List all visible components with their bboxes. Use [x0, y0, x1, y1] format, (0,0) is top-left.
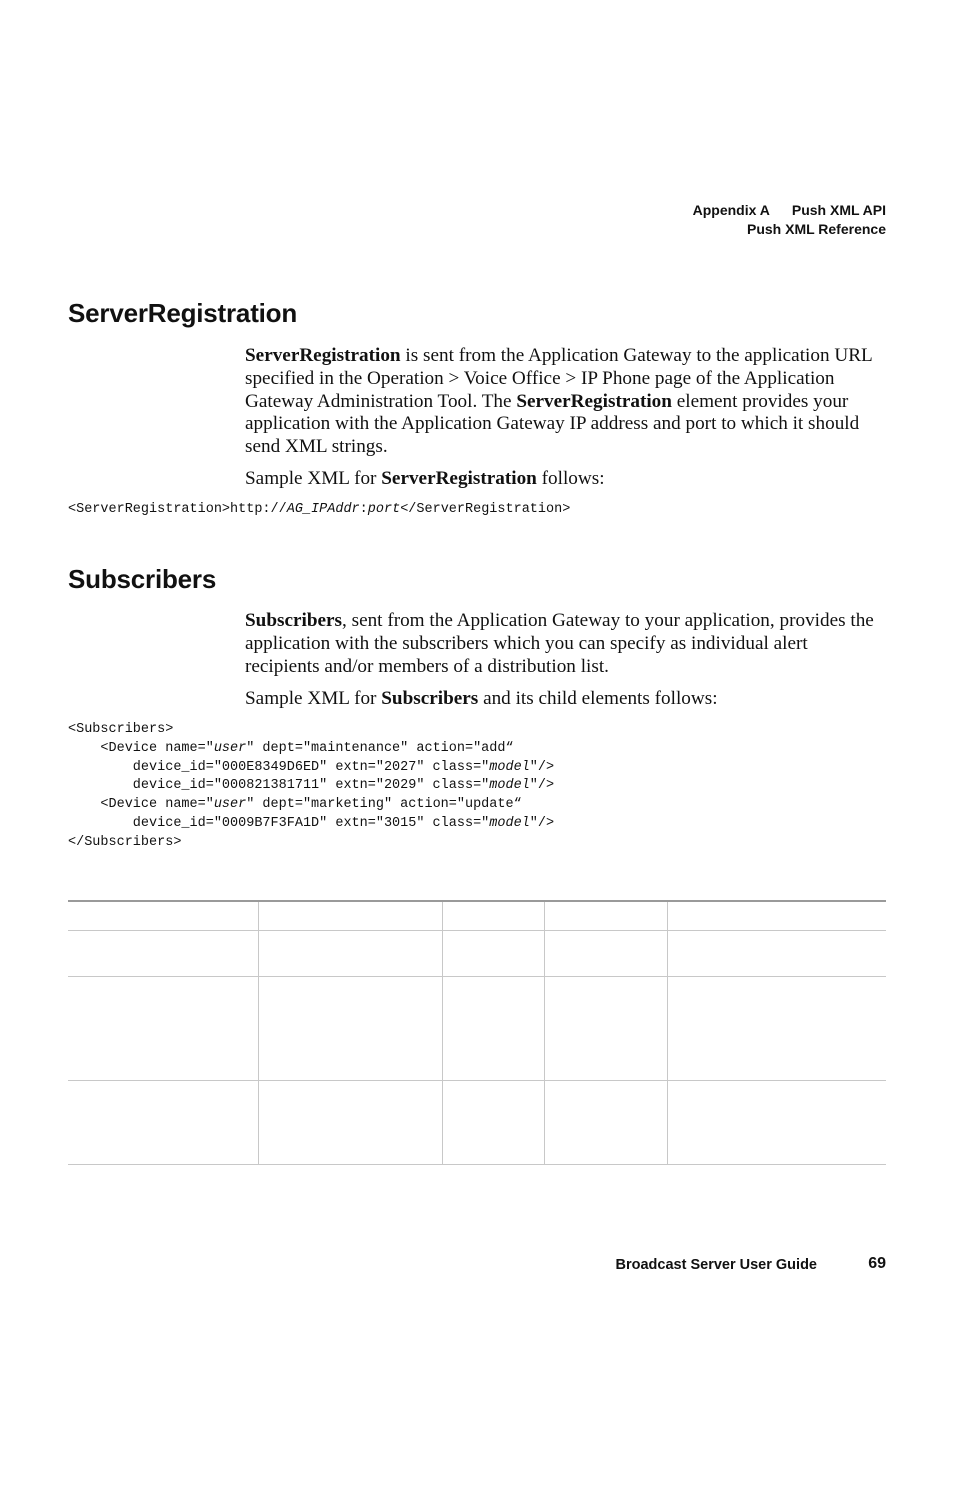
header-appendix: Appendix A	[692, 202, 770, 218]
code-text: <Device name="	[68, 740, 214, 756]
code-line	[68, 834, 554, 853]
code-placeholder: AG_IPAddr	[286, 502, 360, 517]
code-placeholder: port	[367, 502, 401, 517]
code-text: :	[359, 502, 368, 517]
term-bold: ServerRegistration	[245, 345, 401, 366]
table-cell	[259, 1081, 443, 1164]
code-line	[68, 777, 554, 796]
table-cell	[443, 977, 545, 1080]
empty-attribute-table	[68, 900, 886, 1165]
table-cell	[68, 902, 259, 930]
text: element provides your application with the Application Gateway IP address and port to which it should send XML strings.	[245, 390, 860, 458]
code-line	[68, 815, 554, 834]
code-text: "/>	[529, 815, 555, 831]
code-text: <Device name="	[68, 797, 214, 813]
text: , sent from the Application Gateway to your application, provides the application with the subscribers which you can specify as individual alert recipients and/or members of a distribution list.	[245, 610, 874, 677]
table-cell	[68, 977, 259, 1080]
text: and its child elements follows:	[478, 688, 718, 709]
code-line	[68, 740, 554, 759]
paragraph-subscribers-desc	[245, 610, 887, 678]
text: is sent from the Application Gateway to the application URL specified in the Operation > Voice Office > IP Phone page of the Application Gateway Administration Tool. The	[245, 345, 872, 412]
table-cell	[545, 977, 668, 1080]
term-bold: ServerRegistration	[516, 390, 672, 412]
table-cell	[259, 977, 443, 1080]
paragraph-subscribers-sample	[245, 688, 887, 711]
term-bold: Subscribers	[381, 688, 479, 709]
table-row	[68, 977, 886, 1081]
table-cell	[545, 1081, 668, 1164]
text: follows:	[536, 468, 605, 489]
code-text: </ServerRegistration>	[400, 502, 571, 517]
code-sample-serverregistration	[68, 501, 570, 520]
code-line	[68, 721, 554, 740]
code-placeholder: user	[213, 740, 247, 756]
code-placeholder: user	[213, 797, 247, 813]
paragraph-serverregistration-sample	[245, 468, 887, 491]
running-header-chapter	[693, 202, 886, 218]
code-text: " dept="marketing" action="update“	[246, 797, 522, 813]
table-cell	[443, 931, 545, 976]
table-row	[68, 931, 886, 977]
code-placeholder: model	[489, 815, 530, 831]
code-text: </Subscribers>	[68, 834, 182, 850]
table-cell	[259, 931, 443, 976]
code-text: "/>	[529, 759, 555, 775]
code-sample-subscribers	[68, 721, 554, 853]
table-cell	[545, 902, 668, 930]
text: Sample XML for	[245, 468, 382, 489]
table-cell	[545, 931, 668, 976]
code-line	[68, 796, 554, 815]
header-chapter: Push XML API	[791, 202, 886, 218]
section-heading-subscribers: Subscribers	[68, 564, 217, 594]
code-placeholder: model	[489, 778, 530, 794]
table-header-row	[68, 900, 886, 931]
code-text: device_id="000821381711" extn="2029" class="	[68, 778, 490, 794]
paragraph-serverregistration-desc	[245, 345, 887, 459]
footer-doc-title: Broadcast Server User Guide	[615, 1257, 817, 1273]
code-text: "/>	[529, 778, 555, 794]
code-text: device_id="0009B7F3FA1D" extn="3015" class="	[68, 815, 490, 831]
table-cell	[259, 902, 443, 930]
page-number: 69	[868, 1255, 886, 1272]
code-text: <ServerRegistration>http://	[68, 502, 287, 517]
code-text: " dept="maintenance" action="add“	[246, 740, 514, 756]
table-cell	[443, 902, 545, 930]
table-cell	[68, 931, 259, 976]
term-bold: Subscribers	[245, 610, 343, 631]
table-row	[68, 1081, 886, 1165]
section-heading-serverregistration: ServerRegistration	[68, 298, 298, 328]
term-bold: ServerRegistration	[381, 468, 537, 489]
table-cell	[68, 1081, 259, 1164]
code-line	[68, 759, 554, 778]
code-text: <Subscribers>	[68, 722, 174, 737]
running-header-section: Push XML Reference	[746, 221, 886, 237]
text: Sample XML for	[245, 688, 382, 709]
code-placeholder: model	[489, 759, 530, 775]
code-text: device_id="000E8349D6ED" extn="2027" class="	[68, 759, 490, 775]
table-cell	[443, 1081, 545, 1164]
